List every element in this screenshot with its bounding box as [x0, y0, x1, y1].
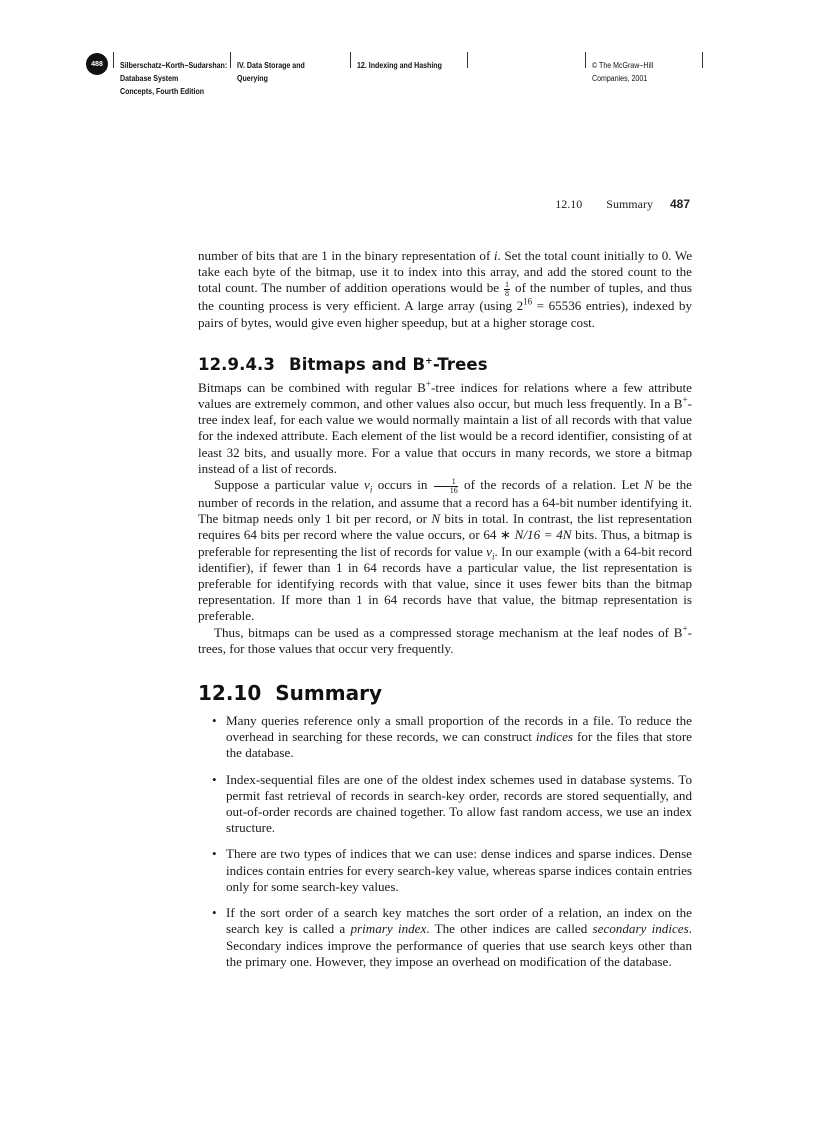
header-book-title: Silberschatz−Korth−Sudarshan: Database System Concepts, Fourth Edition [120, 61, 228, 96]
running-head-title: Summary [606, 197, 653, 211]
fraction-one-sixteenth: $\frac{1}{16}$ [434, 478, 458, 495]
list-item: • Index-sequential files are one of the oldest index schemes used in database systems. To permit fast retrieval of records in search-key order, records are stored sequentially, and out-of-order records are chained together. To allow fast random access, we use an index structure. [226, 772, 692, 837]
page-badge: 488 [86, 53, 108, 75]
header-divider [585, 52, 586, 68]
fraction-one-eighth: $\frac{1}{8}$ [505, 280, 510, 299]
list-item: • If the sort order of a search key matches the sort order of a relation, an index on the search key is called a primary index. The other indices are called secondary indices. Secondary indices improve the performance of queries that use search keys other than the primary one. However, they impose an overhead on modification of the database. [226, 905, 692, 970]
page-body [198, 248, 692, 980]
bitmaps-paragraph-3: Thus, bitmaps can be used as a compressed storage mechanism at the leaf nodes of B+-trees, for those values that occur very frequently. [198, 623, 692, 656]
list-item: • Many queries reference only a small proportion of the records in a file. To reduce the overhead in searching for these records, we can construct indices for the files that store the database. [226, 713, 692, 762]
header-divider [350, 52, 351, 68]
header-publisher: © The McGraw−Hill Companies, 2001 [592, 61, 654, 83]
header-divider [113, 52, 114, 68]
header-part: IV. Data Storage and Querying [237, 61, 305, 83]
header-divider [467, 52, 468, 68]
running-head [555, 197, 690, 212]
summary-list [198, 713, 692, 970]
header-divider [230, 52, 231, 68]
intro-paragraph: number of bits that are 1 in the binary representation of i. Set the total count initially to 0. We take each byte of the bitmap, use it to index into this array, and add the stored count to the total count. The number of addition operations would be $\frac{1}{8}$ of the number of tuples, and thus the counting process is very efficient. A large array (using $2^{16} = 65536$ entries), indexed by pairs of bytes, would give even higher speedup, but at a higher storage cost. [198, 248, 693, 330]
header-divider [702, 52, 703, 68]
running-head-section: 12.10 [555, 197, 583, 211]
bitmaps-paragraph-1: Bitmaps can be combined with regular B+-tree indices for relations where a few attribute values are extremely common, and other values also occur, but much less frequently. In a B+-tree index leaf, for each value we would normally maintain a list of all records with that value for the indexed attribute. Each element of the list would be a record identifier, consisting of at least 32 bits, and usually more. For a value that occurs in many records, we store a bitmap instead of a list of records. [198, 378, 692, 476]
subsection-heading: 12.9.4.3 Bitmaps and B+-Trees [198, 354, 488, 374]
page-number: 487 [669, 197, 690, 211]
list-item: • There are two types of indices that we can use: dense indices and sparse indices. Dense indices contain entries for every search-key value, whereas sparse indices contain entries only for some search-key values. [226, 846, 692, 895]
bitmaps-paragraph-2: Suppose a particular value $v_i$ occurs in $\frac{1}{16}$ of the records of a relation. Let N be the number of records in the relation, and assume that a record has a 64-bit number identifying it. The bitmap needs only 1 bit per record, or N bits in total. In contrast, the list representation requires 64 bits per record where the value occurs, or 64 ∗ N/16 = 4N bits. Thus, a bitmap is preferable for representing the list of records for value $v_i$. In our example (with a 64-bit record identifier), if fewer than 1 in 64 records have a particular value, the list representation is preferable for identifying records with that value, since it uses fewer bits than the bitmap representation. If more than 1 in 64 records have that value, the bitmap representation is preferable. [198, 477, 692, 624]
book-header-strip [0, 52, 816, 112]
header-chapter: 12. Indexing and Hashing [357, 61, 442, 70]
section-heading: 12.10 Summary [198, 681, 382, 706]
